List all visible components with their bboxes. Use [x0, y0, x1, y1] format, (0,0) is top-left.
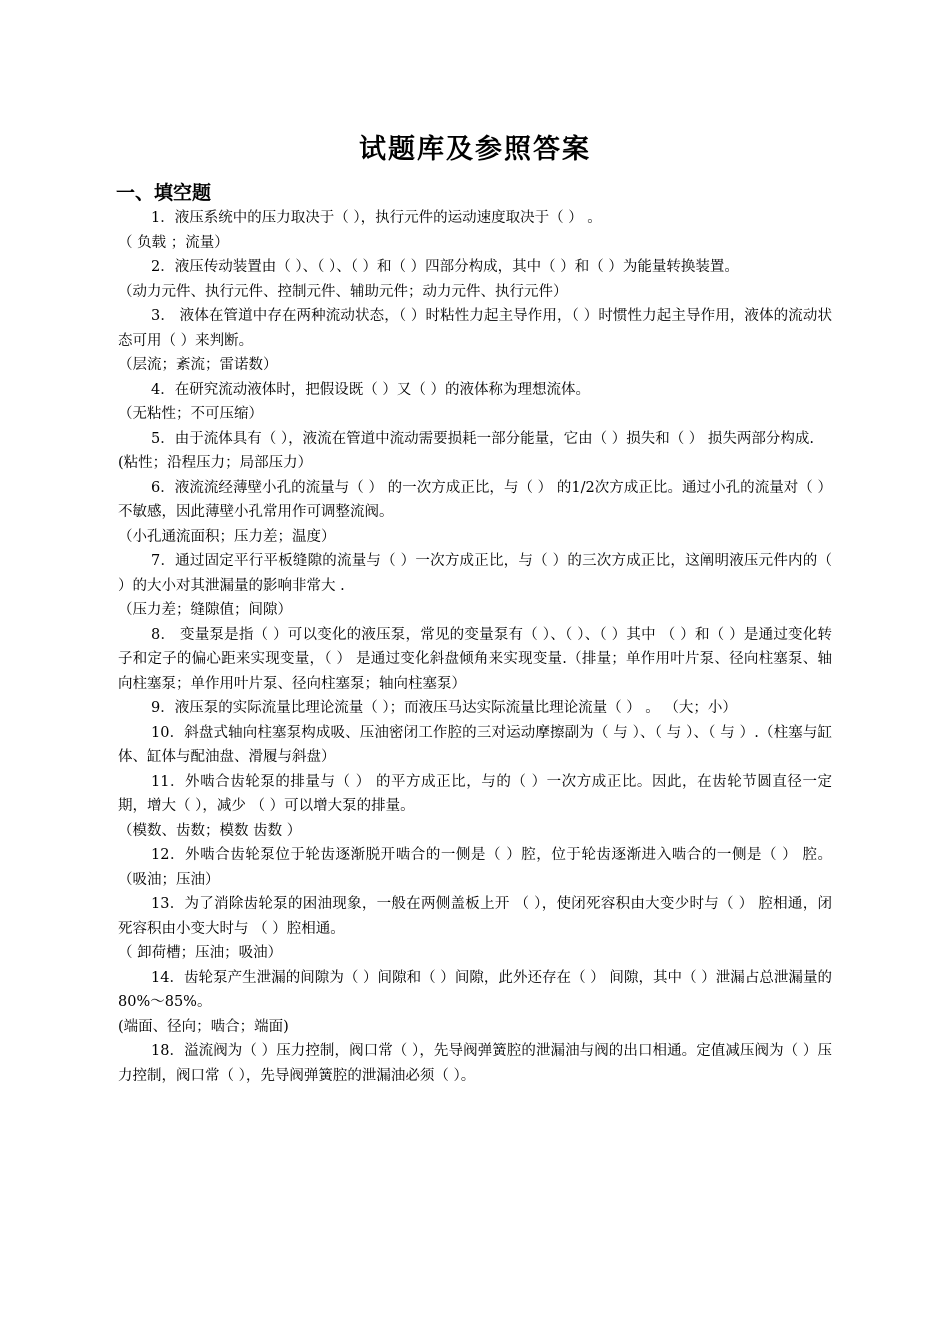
answer-text: （压力差；缝隙值；间隙） — [118, 602, 292, 618]
answer-text: （ 卸荷槽；压油；吸油） — [118, 945, 283, 961]
answer-text: （无粘性；不可压缩） — [118, 406, 263, 422]
answer-text: （小孔通流面积；压力差；温度） — [118, 528, 336, 545]
answer-text: (粘性；沿程压力；局部压力） — [118, 455, 313, 471]
question-item — [118, 255, 832, 304]
section-heading-fill-in-blank: 一、填空题 — [116, 182, 212, 204]
question-item — [118, 476, 832, 550]
question-item — [118, 843, 832, 892]
answer-text: （动力元件、执行元件、控制元件、辅助元件；动力元件、执行元件） — [118, 283, 568, 300]
question-text: 11．外啮合齿轮泵的排量与（ ） 的平方成正比，与的（ ）一次方成正比。因此，在齿轮节圆直径一定期，增大（ ），减少 （ ）可以增大泵的排量。 — [118, 773, 832, 814]
question-text: 8． 变量泵是指（ ）可以变化的液压泵，常见的变量泵有（ ）、（ ）、（ ）其中 （ ）和（ ）是通过变化转子和定子的偏心距来实现变量，（ ） 是通过变化斜盘倾角来实现变量.（排量；单作用叶片泵、径向柱塞泵、轴向柱塞泵；单作用叶片泵、径向柱塞泵；轴向柱塞泵） — [118, 626, 832, 692]
question-text: 18．溢流阀为（ ）压力控制，阀口常（ ），先导阀弹簧腔的泄漏油与阀的出口相通。定值减压阀为（ ）压力控制，阀口常（ ），先导阀弹簧腔的泄漏油必须（ ）。 — [118, 1043, 832, 1084]
document-title: 试题库及参照答案 — [359, 134, 591, 165]
question-text: 7．通过固定平行平板缝隙的流量与（ ）一次方成正比，与（ ）的三次方成正比，这阐明液压元件内的（ ）的大小对其泄漏量的影响非常大 . — [118, 553, 832, 594]
question-item — [118, 696, 832, 721]
question-item — [118, 770, 832, 844]
question-text: 3． 液体在管道中存在两种流动状态，（ ）时粘性力起主导作用，（ ）时惯性力起主导作用，液体的流动状态可用（ ）来判断。 — [118, 308, 832, 349]
answer-text: （层流；紊流；雷诺数） — [118, 357, 278, 373]
question-item — [118, 378, 832, 427]
question-text: 1．液压系统中的压力取决于（ ），执行元件的运动速度取决于（ ） 。 — [151, 210, 602, 226]
question-text: 5．由于流体具有（ ），液流在管道中流动需要损耗一部分能量，它由（ ）损失和（ ） 损失两部分构成. — [151, 430, 815, 447]
document-page — [118, 130, 832, 1088]
question-item — [118, 206, 832, 255]
answer-text: （ 负载 ；流量） — [118, 234, 229, 251]
question-item — [118, 427, 832, 476]
question-list — [118, 206, 832, 1088]
answer-text: (端面、径向；啮合；端面) — [118, 1018, 289, 1035]
question-text: 14．齿轮泵产生泄漏的间隙为（ ）间隙和（ ）间隙，此外还存在（ ） 间隙，其中（ ）泄漏占总泄漏量的80%～85%。 — [118, 969, 832, 1010]
question-text: 10．斜盘式轴向柱塞泵构成吸、压油密闭工作腔的三对运动摩擦副为（ 与 ）、（ 与 ）、（ 与 ）.（柱塞与缸体、缸体与配油盘、滑履与斜盘） — [118, 724, 832, 765]
question-item — [118, 623, 832, 697]
question-item — [118, 892, 832, 966]
question-text: 12．外啮合齿轮泵位于轮齿逐渐脱开啮合的一侧是（ ）腔，位于轮齿逐渐进入啮合的一侧是（ ） 腔。 （吸油；压油） — [118, 847, 832, 888]
question-text: 6．液流流经薄壁小孔的流量与（ ） 的一次方成正比，与（ ） 的1/2次方成正比。通过小孔的流量对（ ）不敏感，因此薄壁小孔常用作可调整流阀。 — [118, 479, 832, 520]
question-text: 9．液压泵的实际流量比理论流量（ ）；而液压马达实际流量比理论流量（ ） 。 （大；小） — [151, 700, 737, 716]
question-item — [118, 966, 832, 1040]
question-item — [118, 721, 832, 770]
question-item — [118, 549, 832, 623]
question-item — [118, 1039, 832, 1088]
answer-text: （模数、齿数；模数 齿数 ） — [118, 822, 302, 839]
question-text: 4．在研究流动液体时，把假设既（ ）又（ ）的液体称为理想流体。 — [151, 381, 590, 398]
question-text: 2．液压传动装置由（ ）、（ ）、（ ）和（ ）四部分构成，其中（ ）和（ ）为能量转换装置。 — [151, 259, 739, 275]
question-item — [118, 304, 832, 378]
question-text: 13．为了消除齿轮泵的困油现象，一般在两侧盖板上开 （ ），使闭死容积由大变少时与（ ） 腔相通，闭死容积由小变大时与 （ ）腔相通。 — [118, 896, 832, 937]
